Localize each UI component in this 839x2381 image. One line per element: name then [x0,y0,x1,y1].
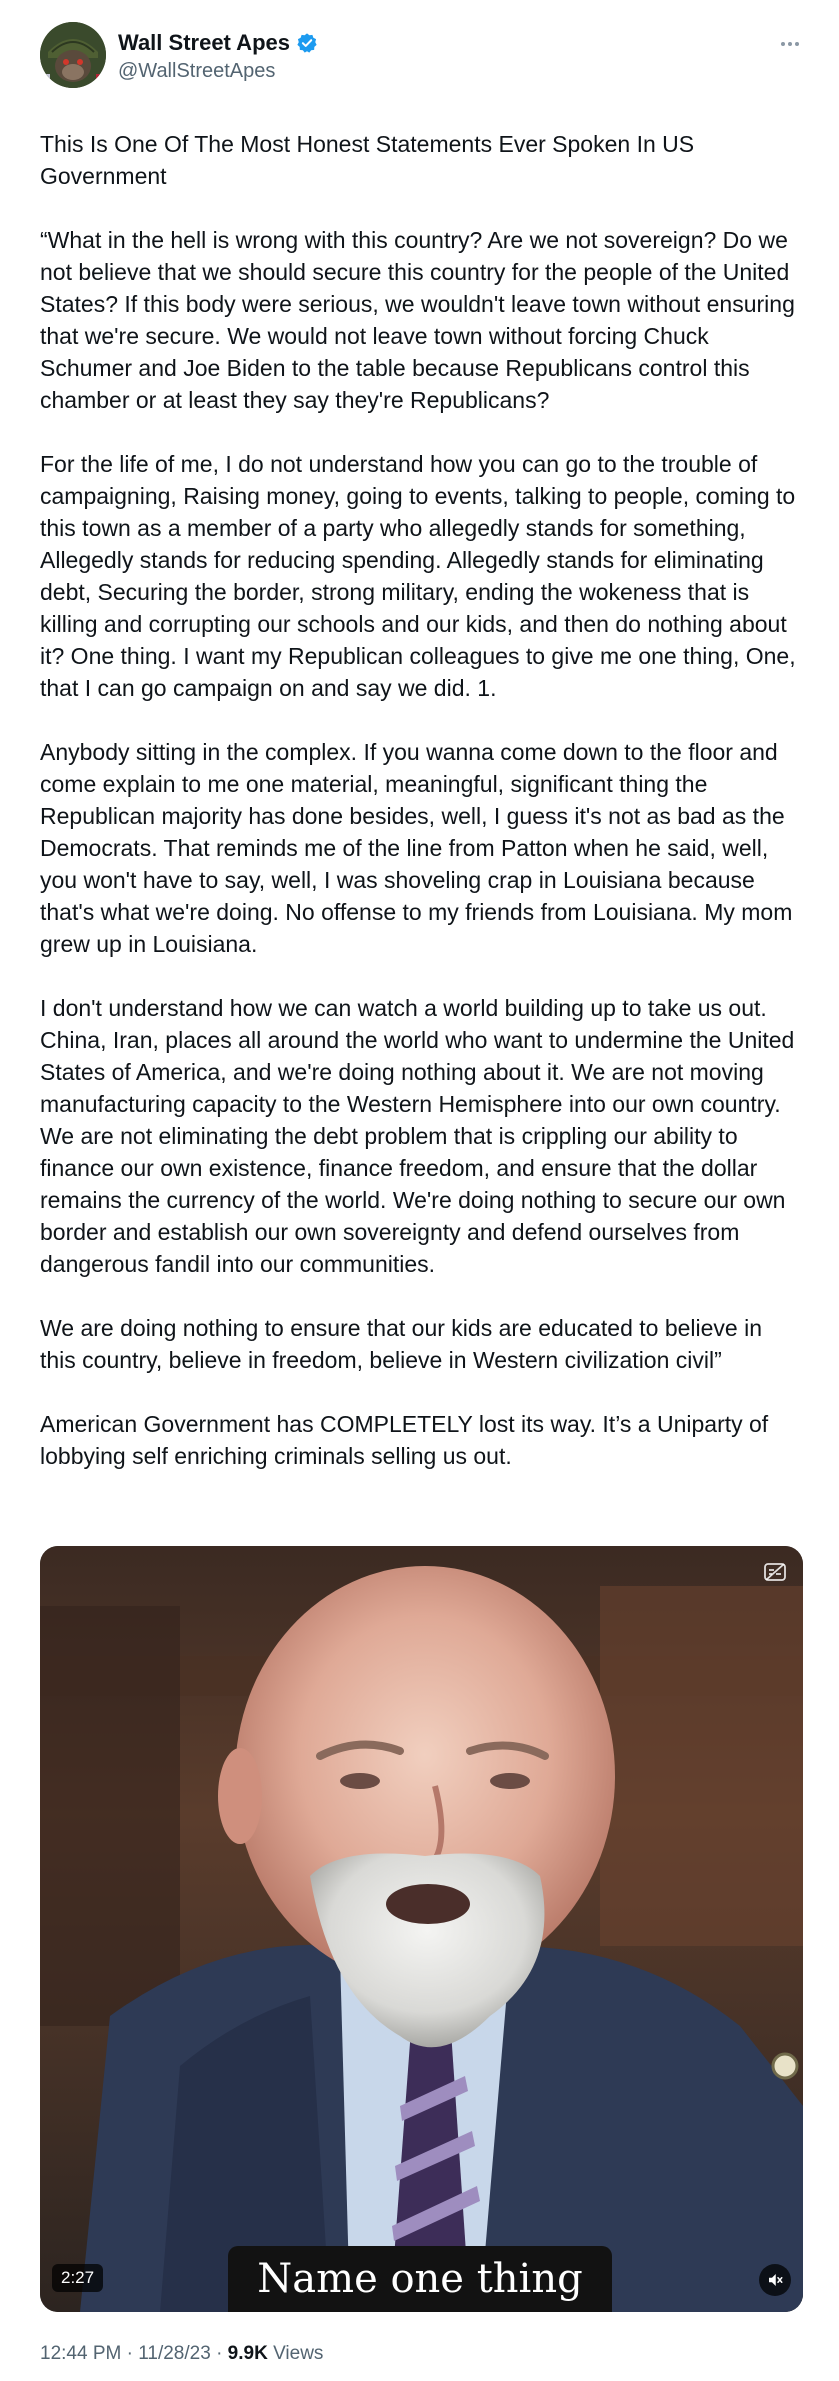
video-player[interactable] [40,1546,803,2312]
ape-avatar-icon [40,22,106,88]
video-frame [40,1546,803,2312]
tweet-paragraph: This Is One Of The Most Honest Statements Ever Spoken In US Government [40,131,695,189]
captions-icon[interactable] [763,1562,787,1582]
views-label: Views [273,2343,324,2364]
display-name[interactable]: Wall Street Apes [118,30,290,55]
tweet-paragraph: I don't understand how we can watch a world building up to take us out. China, Iran, places all around the world who want to undermine the United States of America, and we're doing nothing about it. We are not moving manufacturing capacity to the Western Hemisphere into our own country. We are not eliminating the debt problem that is crippling our ability to finance our own existence, finance freedom, and ensure that the dollar remains the currency of the world. We're doing nothing to secure our own border and establish our own sovereignty and defend ourselves from dangerous fandil into our communities. [40,995,795,1277]
meta-separator: · [126,2343,133,2364]
mute-icon[interactable] [759,2264,791,2296]
video-duration: 2:27 [52,2264,103,2292]
author-names [118,30,318,84]
tweet-text [40,128,803,1472]
tweet-time[interactable]: 12:44 PM [40,2343,122,2364]
more-options-icon[interactable] [777,34,803,54]
avatar[interactable] [40,22,106,88]
tweet-paragraph: Anybody sitting in the complex. If you wanna come down to the floor and come explain to me one material, meaningful, significant thing the Republican majority has done besides, well, I guess it's not as bad as the Democrats. That reminds me of the line from Patton when he said, well, you won't have to say, well, I was shoveling crap in Louisiana because that's what we're doing. No offense to my friends from Louisiana. My mom grew up in Louisiana. [40,739,793,957]
tweet-paragraph: “What in the hell is wrong with this country? Are we not sovereign? Do we not believe that we should secure this country for the people of the United States? If this body were serious, we wouldn't leave town without ensuring that we're secure. We would not leave town without forcing Chuck Schumer and Joe Biden to the table because Republicans control this chamber or at least they say they're Republicans? [40,227,795,413]
tweet-paragraph: American Government has COMPLETELY lost its way. It’s a Uniparty of lobbying self enriching criminals selling us out. [40,1411,769,1469]
tweet-date[interactable]: 11/28/23 [138,2343,211,2364]
handle[interactable]: @WallStreetApes [118,60,276,82]
display-name-row [118,30,318,56]
tweet [40,0,803,2364]
tweet-meta [40,2341,323,2367]
views-count: 9.9K [227,2343,268,2364]
meta-separator: · [216,2343,223,2364]
verified-badge-icon [296,32,318,54]
tweet-paragraph: We are doing nothing to ensure that our kids are educated to believe in this country, believe in freedom, believe in Western civilization civil” [40,1315,762,1373]
tweet-header [40,0,803,110]
video-caption: Name one thing [228,2246,612,2312]
tweet-paragraph: For the life of me, I do not understand how you can go to the trouble of campaigning, Raising money, going to events, talking to people, coming to this town as a member of a party who allegedly stands for something, Allegedly stands for reducing spending. Allegedly stands for eliminating debt, Securing the border, strong military, ending the wokeness that is killing and corrupting our schools and our kids, and then do nothing about it? One thing. I want my Republican colleagues to give me one thing, One, that I can go campaign on and say we did. 1. [40,451,796,701]
